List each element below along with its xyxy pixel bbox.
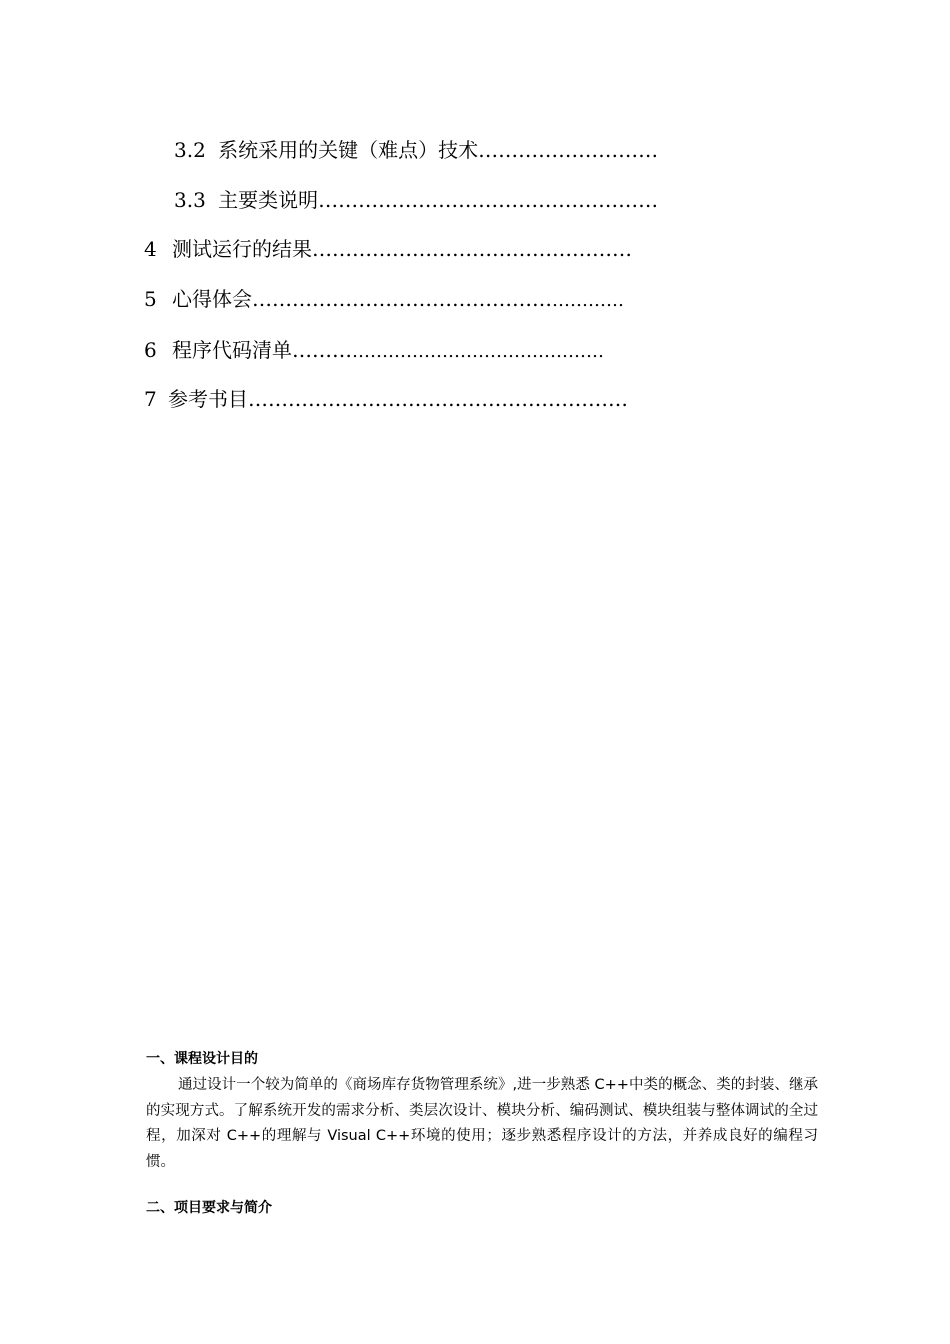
- toc-entry-7: [144, 387, 628, 411]
- toc-leader-dots: ……………………………………………: [318, 188, 659, 212]
- toc-title: 程序代码清单: [172, 338, 292, 362]
- toc-title: 主要类说明: [218, 188, 319, 212]
- toc-entry-4: [144, 237, 632, 261]
- toc-title: 参考书目: [168, 387, 248, 411]
- section-heading-purpose: 一、课程设计目的: [146, 1051, 258, 1067]
- toc-number: 6: [144, 338, 157, 362]
- toc-number: 3.2: [174, 138, 206, 162]
- toc-entry-5: [144, 287, 624, 313]
- toc-number: 5: [144, 287, 157, 311]
- toc-leader-dots-extra: …………: [552, 290, 624, 311]
- toc-number: 4: [144, 237, 157, 261]
- toc-title: 心得体会: [172, 287, 252, 311]
- toc-number: 3.3: [174, 188, 206, 212]
- section-heading-requirements: 二、项目要求与简介: [146, 1200, 272, 1216]
- toc-leader-dots: ………………………: [478, 138, 659, 162]
- section-body-purpose: 通过设计一个较为简单的《商场库存货物管理系统》,进一步熟悉 C++中类的概念、类的封装、继承的实现方式。了解系统开发的需求分析、类层次设计、模块分析、编码测试、模块组装与整体调试的全过程，加深对 C++的理解与 Visual C++环境的使用；逐步熟悉程序设计的方法，并养成良好的编程习惯。: [146, 1077, 818, 1170]
- toc-leader-dots: ………………………………………: [252, 287, 552, 311]
- toc-leader-dots: …………………………………………: [312, 237, 632, 261]
- toc-title: 测试运行的结果: [172, 237, 312, 261]
- toc-entry-3-3: [174, 188, 658, 212]
- toc-leader-dots: ………: [292, 338, 352, 362]
- toc-title: 系统采用的关键（难点）技术: [218, 138, 479, 162]
- toc-entry-3-2: [174, 138, 658, 162]
- toc-entry-6: [144, 338, 604, 364]
- toc-leader-dots: …………………………………………………: [248, 387, 628, 411]
- toc-number: 7: [144, 387, 157, 411]
- toc-leader-dots-extra: ……………………………………: [352, 341, 604, 362]
